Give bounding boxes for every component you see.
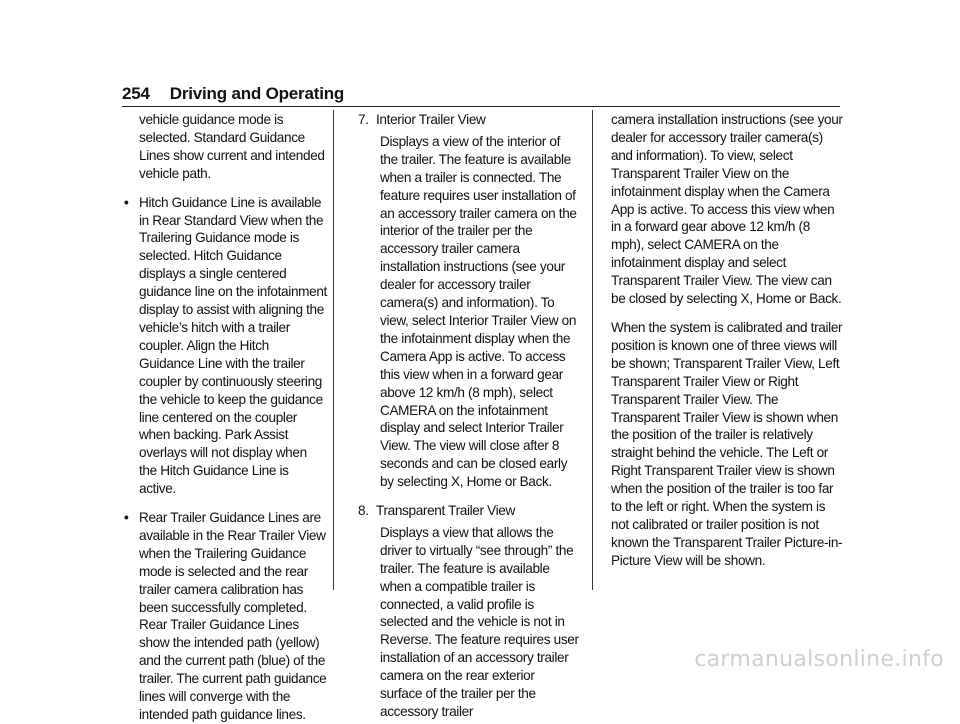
- list-title: Interior Trailer View: [376, 112, 486, 127]
- watermark: carmanualsonline.info: [694, 647, 944, 672]
- list-number: 7.: [358, 112, 369, 127]
- list-number: 8.: [358, 503, 369, 519]
- paragraph-calibrated-views: When the system is calibrated and trailer position is known one of three views will be shown; Transparent Trailer View, Left Transparent Trailer View or Right Transparent Trailer View. The Transparent Trailer View is shown when the position of the trailer is relatively straight behind the vehicle. The Left or Right Transparent Trailer view is shown when the position of the trailer is too far to the left or right. When the system is not calibrated or trailer position is not known the Transparent Trailer Picture-in-Picture View will be shown.: [611, 319, 843, 568]
- list-item-7-title: [358, 111, 580, 129]
- bullet-item-hitch-guidance: [122, 194, 327, 498]
- list-item-7-body: Displays a view of the interior of the trailer. The feature is available when a trailer is connected. The feature requires user installation of an accessory trailer camera on the interior of the trailer per the accessory trailer camera installation instructions (see your dealer for accessory trailer camera(s) and information). To view, select Interior Trailer View on the infotainment display when the Camera App is active. To access this view when in a forward gear above 12 km/h (8 mph), select CAMERA on the infotainment display and select Interior Trailer View. The view will close after 8 seconds and can be closed early by selecting X, Home or Back.: [380, 133, 577, 490]
- column-divider-1: [333, 110, 334, 590]
- bullet-icon: •: [124, 510, 129, 526]
- list-item-8-title: [358, 502, 580, 520]
- column-divider-2: [592, 110, 593, 590]
- list-title: Transparent Trailer View: [376, 503, 515, 519]
- paragraph-camera-instructions: camera installation instructions (see your dealer for accessory trailer camera(s) and information). To view, select Transparent Trailer View on the infotainment display when the Camera App is active. To access this view when in a forward gear above 12 km/h (8 mph), select CAMERA on the infotainment display and select Transparent Trailer View. The view can be closed by selecting X, Home or Back.: [611, 112, 843, 307]
- continued-text: vehicle guidance mode is selected. Standard Guidance Lines show current and intended vehicle path.: [139, 112, 325, 181]
- bullet-text: Hitch Guidance Line is available in Rear Standard View when the Trailering Guidance mode is selected. Hitch Guidance displays a single centered guidance line on the infotainment display to assist with aligning the vehicle’s hitch with a trailer coupler. Align the Hitch Guidance Line with the trailer coupler by continuously steering the vehicle to keep the guidance line centered on the coupler when backing. Park Assist overlays will not display when the Hitch Guidance Line is active.: [139, 194, 327, 497]
- page-header: [122, 84, 344, 104]
- list-item-8-body: Displays a view that allows the driver to virtually “see through” the trailer. The feature is available when a compatible trailer is connected, a valid profile is selected and the vehicle is not in Reverse. The feature requires user installation of an accessory trailer camera on the rear exterior surface of the trailer per the accessory trailer: [380, 524, 579, 719]
- bullet-item-rear-trailer-guidance: [122, 509, 327, 724]
- column-3: [611, 111, 843, 570]
- column-1: [122, 111, 327, 724]
- bullet-icon: •: [124, 194, 129, 210]
- section-title: Driving and Operating: [169, 84, 345, 103]
- header-divider: [122, 106, 840, 107]
- bullet-text: Rear Trailer Guidance Lines are available in the Rear Trailer View when the Trailering Guidance mode is selected and the rear trailer camera calibration has been successfully completed. Rear Trailer Guidance Lines show the intended path (yellow) and the current path (blue) of the trailer. The current path guidance lines will converge with the intended path guidance lines.: [139, 510, 327, 722]
- page-number: 254: [122, 84, 150, 103]
- column-2: [358, 111, 580, 721]
